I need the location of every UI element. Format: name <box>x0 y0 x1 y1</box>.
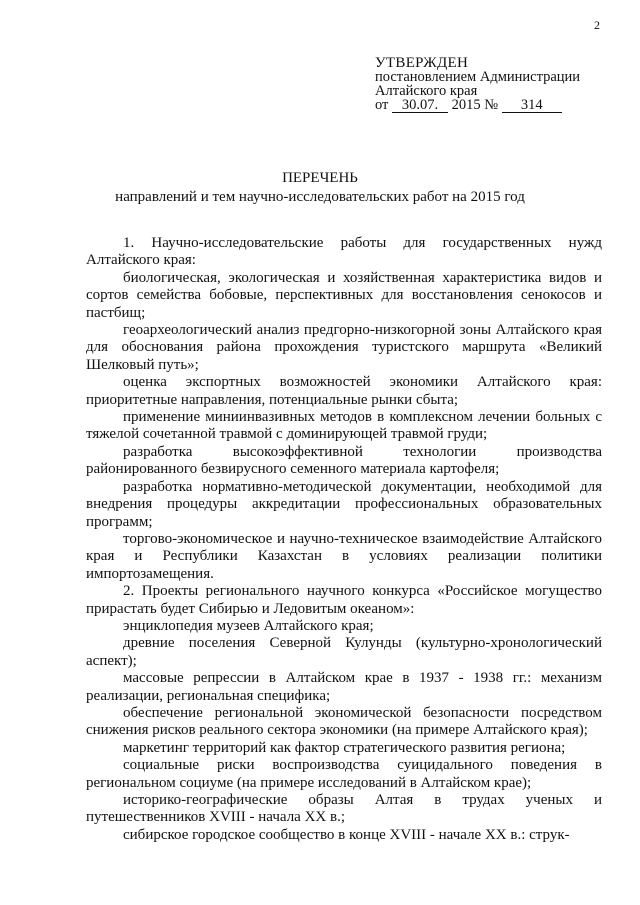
paragraph: сибирское городское сообщество в конце XVIII - начале XX в.: струк- <box>123 826 570 843</box>
paragraph: социальные риски воспроизводства суицидального поведения в региональном социуме (на примере исследований в Алтайском крае); <box>86 757 602 791</box>
document-body <box>86 235 602 844</box>
paragraph: обеспечение региональной экономической безопасности посредством снижения рисков реального сектора экономики (на примере Алтайского края); <box>86 704 602 739</box>
paragraph: энциклопедия музеев Алтайского края; <box>123 617 374 634</box>
page-number: 2 <box>594 18 600 32</box>
paragraph: геоархеологический анализ предгорно-низкогорной зоны Алтайского края для обоснования района прохождения туристского маршрута «Великий Шелковый путь»; <box>86 322 602 373</box>
approval-line-1: постановлением Администрации <box>375 69 581 85</box>
approval-number: 314 <box>502 98 562 113</box>
paragraph: разработка нормативно-методической документации, необходимой для внедрения процедуры аккредитации профессиональных образовательных программ; <box>86 478 602 530</box>
paragraph: разработка высокоэффективной технологии производства районированного безвирусного семенного материала картофеля; <box>86 443 602 478</box>
paragraph: торгово-экономическое и научно-техническое взаимодействие Алтайского края и Республики Казахстан в условиях реализации политики импортозамещения. <box>86 530 602 582</box>
approval-date-prefix: от <box>375 97 389 113</box>
document-subtitle: направлений и тем научно-исследовательских работ на 2015 год <box>115 189 525 205</box>
paragraph: маркетинг территорий как фактор стратегического развития региона; <box>123 739 566 756</box>
paragraph: 1. Научно-исследовательские работы для государственных нужд Алтайского края: <box>86 235 602 269</box>
approval-title: УТВЕРЖДЕН <box>375 55 469 71</box>
paragraph: историко-географические образы Алтая в трудах ученых и путешественников XVIII - начала XX в.; <box>86 792 602 826</box>
paragraph: биологическая, экологическая и хозяйственная характеристика видов и сортов семейства бобовые, перспективных для восстановления сенокосов и пастбищ; <box>86 269 602 321</box>
paragraph: массовые репрессии в Алтайском крае в 1937 - 1938 гг.: механизм реализации, региональная специфика; <box>86 670 602 704</box>
paragraph: оценка экспортных возможностей экономики Алтайского края: приоритетные направления, потенциальные рынки сбыта; <box>86 374 602 408</box>
approval-date-line <box>375 98 580 113</box>
paragraph: 2. Проекты регионального научного конкурса «Российское могущество прирастать будет Сибирью и Ледовитым океаном»: <box>86 583 602 617</box>
approval-year: 2015 № <box>451 97 499 113</box>
approval-date: 30.07. <box>392 98 448 113</box>
approval-line-2: Алтайского края <box>375 83 478 99</box>
approval-stamp <box>375 56 580 113</box>
document-title: ПЕРЕЧЕНЬ <box>282 170 358 186</box>
document-heading <box>0 169 640 207</box>
paragraph: применение миниинвазивных методов в комплексном лечении больных с тяжелой сочетанной травмой с доминирующей травмой груди; <box>86 409 602 443</box>
paragraph: древние поселения Северной Кулунды (культурно-хронологический аспект); <box>86 635 602 669</box>
